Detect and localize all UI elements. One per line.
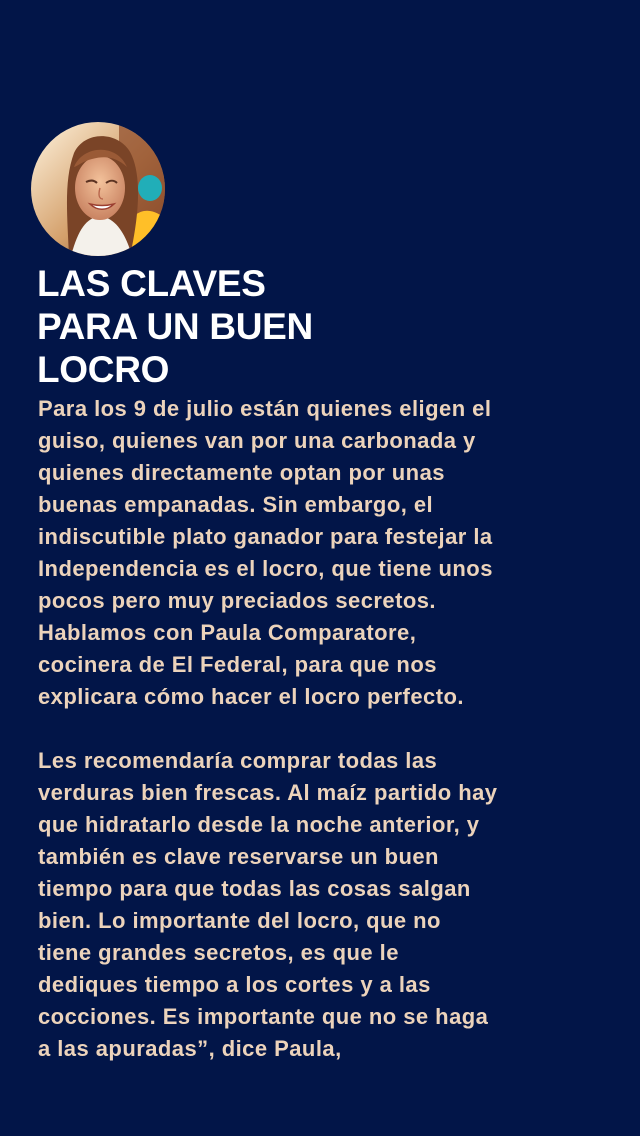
body-text-line: tiene grandes secretos, es que le <box>38 940 399 965</box>
body-text-line: explicara cómo hacer el locro perfecto. <box>38 684 464 709</box>
headline-line: LOCRO <box>37 349 170 390</box>
body-text-line: guiso, quienes van por una carbonada y <box>38 428 476 453</box>
body-text-line: a las apuradas”, dice Paula, <box>38 1036 342 1061</box>
body-text-line: buenas empanadas. Sin embargo, el <box>38 492 434 517</box>
headline-line: LAS CLAVES <box>37 263 266 304</box>
author-portrait-photo <box>31 122 165 256</box>
body-text-line: cocciones. Es importante que no se haga <box>38 1004 489 1029</box>
author-avatar <box>31 122 165 256</box>
body-text-line: Hablamos con Paula Comparatore, <box>38 620 417 645</box>
body-text-line: dediques tiempo a los cortes y a las <box>38 972 431 997</box>
body-text-line: Independencia es el locro, que tiene unos <box>38 556 493 581</box>
story-headline <box>37 262 457 391</box>
story-paragraph-intro <box>38 393 618 713</box>
body-text-line: pocos pero muy preciados secretos. <box>38 588 436 613</box>
story-paragraph-quote <box>38 745 618 1065</box>
body-text-line: quienes directamente optan por unas <box>38 460 445 485</box>
body-text-line: cocinera de El Federal, para que nos <box>38 652 437 677</box>
body-text-line: tiempo para que todas las cosas salgan <box>38 876 471 901</box>
body-text-line: que hidratarlo desde la noche anterior, y <box>38 812 480 837</box>
story-body <box>38 393 618 1065</box>
body-text-line: también es clave reservarse un buen <box>38 844 439 869</box>
body-text-line: verduras bien frescas. Al maíz partido hay <box>38 780 498 805</box>
body-text-line: bien. Lo importante del locro, que no <box>38 908 441 933</box>
body-text-line: Les recomendaría comprar todas las <box>38 748 438 773</box>
body-text-line: Para los 9 de julio están quienes eligen el <box>38 396 492 421</box>
headline-line: PARA UN BUEN <box>37 306 313 347</box>
photo-teal-object <box>138 175 162 201</box>
body-text-line: indiscutible plato ganador para festejar la <box>38 524 493 549</box>
